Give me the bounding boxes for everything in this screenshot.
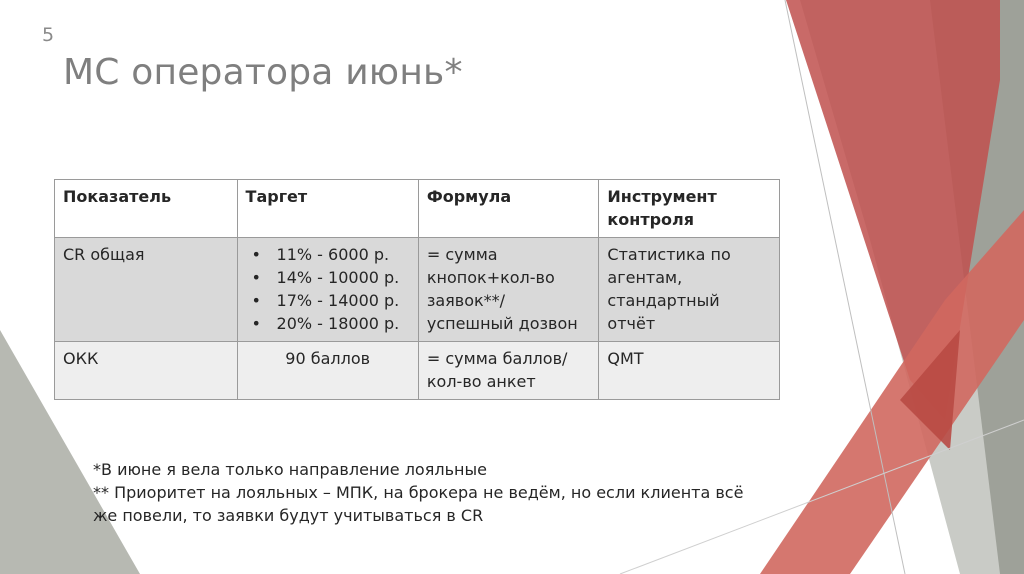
cell-indicator: ОКК: [55, 342, 238, 400]
list-item: • 17% - 14000 р.: [246, 289, 410, 312]
header-indicator: Показатель: [55, 180, 238, 238]
list-item: • 20% - 18000 р.: [246, 312, 410, 335]
cell-target: 90 баллов: [237, 342, 418, 400]
table-header-row: [55, 180, 780, 238]
header-target: Таргет: [237, 180, 418, 238]
cell-control-tool: Статистика по агентам, стандартный отчёт: [599, 238, 780, 342]
cell-control-tool: QMT: [599, 342, 780, 400]
header-control-tool: Инструмент контроля: [599, 180, 780, 238]
header-formula: Формула: [418, 180, 599, 238]
cell-formula: = сумма кнопок+кол-во заявок**/ успешный дозвон: [418, 238, 599, 342]
cell-formula: = сумма баллов/ кол-во анкет: [418, 342, 599, 400]
table-row: [55, 342, 780, 400]
footnote-1: *В июне я вела только направление лояльные: [93, 460, 487, 479]
slide-number: 5: [42, 24, 55, 46]
footnotes: [93, 458, 753, 527]
cell-indicator: CR общая: [55, 238, 238, 342]
slide-title: МС оператора июнь*: [63, 52, 463, 93]
footnote-2: ** Приоритет на лояльных – МПК, на брокера не ведём, но если клиента всё же повели, то заявки будут учитываться в CR: [93, 483, 744, 525]
list-item: • 14% - 10000 р.: [246, 266, 410, 289]
list-item: • 11% - 6000 р.: [246, 243, 410, 266]
cell-targets: [237, 238, 418, 342]
table-row: [55, 238, 780, 342]
kpi-table: [54, 179, 780, 400]
targets-list: [246, 243, 410, 335]
